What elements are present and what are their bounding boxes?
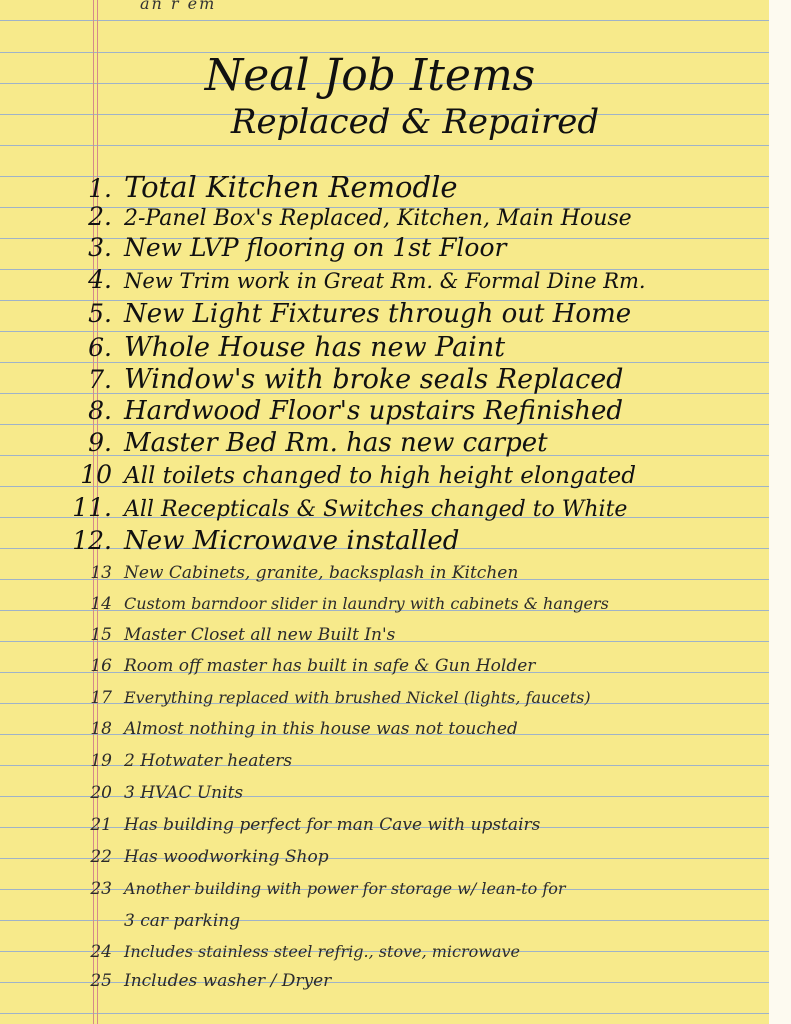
list-item <box>0 688 591 720</box>
page-title: Neal Job Items <box>204 50 536 101</box>
item-number: 11. <box>72 493 112 522</box>
item-text: New Trim work in Great Rm. & Formal Dine Rm. <box>124 269 646 293</box>
item-text: Includes washer / Dryer <box>124 971 332 991</box>
list-item <box>0 332 505 364</box>
item-text: Has building perfect for man Cave with upstairs <box>124 815 541 835</box>
item-number: 5. <box>88 299 112 328</box>
list-item <box>0 783 243 815</box>
item-text: Includes stainless steel refrig., stove, microwave <box>124 942 521 961</box>
list-item <box>0 719 518 751</box>
list-item <box>0 364 623 396</box>
list-item <box>0 428 548 460</box>
list-item <box>0 170 458 202</box>
list-item <box>0 971 331 1003</box>
item-number: 10 <box>80 460 112 489</box>
item-number: 9. <box>88 428 112 457</box>
item-number: 16 <box>90 656 112 676</box>
item-number: 25 <box>90 971 112 991</box>
item-number: 7. <box>88 365 112 394</box>
item-text: Room off master has built in safe & Gun Holder <box>124 656 536 676</box>
list-item <box>0 847 329 879</box>
item-number: 13 <box>90 563 112 583</box>
item-number: 24 <box>90 942 112 962</box>
item-text: Almost nothing in this house was not touched <box>124 719 518 739</box>
item-text: New LVP flooring on 1st Floor <box>124 233 507 262</box>
list-item <box>0 396 623 428</box>
item-text: New Cabinets, granite, backsplash in Kitchen <box>124 563 519 583</box>
list-item <box>0 942 520 974</box>
item-number: 20 <box>90 783 112 803</box>
list-item <box>0 625 395 657</box>
item-text: Master Closet all new Built In's <box>124 625 396 645</box>
item-number: 15 <box>90 625 112 645</box>
item-text: Everything replaced with brushed Nickel (lights, faucets) <box>124 688 591 707</box>
item-text: Another building with power for storage w/ lean-to for <box>124 879 566 898</box>
item-text: New Microwave installed <box>124 526 460 556</box>
list-item <box>0 493 627 525</box>
list-item <box>0 563 518 595</box>
item-text: Window's with broke seals Replaced <box>124 364 624 395</box>
item-number: 22 <box>90 847 112 867</box>
top-scribble: an r em <box>140 0 217 13</box>
page-subtitle: Replaced & Repaired <box>230 102 600 142</box>
item-number: 19 <box>90 751 112 771</box>
item-number: 17 <box>90 688 112 708</box>
item-number: 21 <box>90 815 112 835</box>
list-item <box>0 299 631 331</box>
item-number: 4. <box>88 265 112 294</box>
item-text: Master Bed Rm. has new carpet <box>124 428 548 458</box>
item-number: 1. <box>88 174 112 203</box>
list-item <box>0 656 535 688</box>
item-number: 23 <box>90 879 112 899</box>
item-text: 3 HVAC Units <box>124 783 244 803</box>
page-edge <box>769 0 780 1024</box>
list-item <box>0 911 240 943</box>
item-text: Whole House has new Paint <box>124 332 506 363</box>
list-item <box>0 460 636 492</box>
item-number: 8. <box>88 396 112 425</box>
list-item <box>0 751 292 783</box>
item-number: 18 <box>90 719 112 739</box>
item-text: 2-Panel Box's Replaced, Kitchen, Main House <box>124 206 632 231</box>
list-item <box>0 202 632 234</box>
list-item <box>0 594 609 626</box>
item-text: New Light Fixtures through out Home <box>124 299 632 329</box>
item-number: 3. <box>88 233 112 262</box>
item-text: All Recepticals & Switches changed to White <box>124 497 628 522</box>
list-item <box>0 879 566 911</box>
item-text: Has woodworking Shop <box>124 847 329 867</box>
item-text: Total Kitchen Remodle <box>124 170 458 204</box>
item-number: 6. <box>88 333 112 362</box>
list-item <box>0 265 646 297</box>
item-text: 3 car parking <box>124 911 241 931</box>
item-text: 2 Hotwater heaters <box>124 751 293 771</box>
item-text: Hardwood Floor's upstairs Refinished <box>124 396 624 426</box>
item-number: 14 <box>90 594 112 614</box>
item-text: All toilets changed to high height elongated <box>124 463 636 489</box>
list-item <box>0 815 540 847</box>
item-text: Custom barndoor slider in laundry with cabinets & hangers <box>124 594 609 613</box>
list-item <box>0 233 506 265</box>
list-item <box>0 526 459 558</box>
item-number: 12. <box>72 526 112 555</box>
item-number: 2. <box>88 202 112 231</box>
